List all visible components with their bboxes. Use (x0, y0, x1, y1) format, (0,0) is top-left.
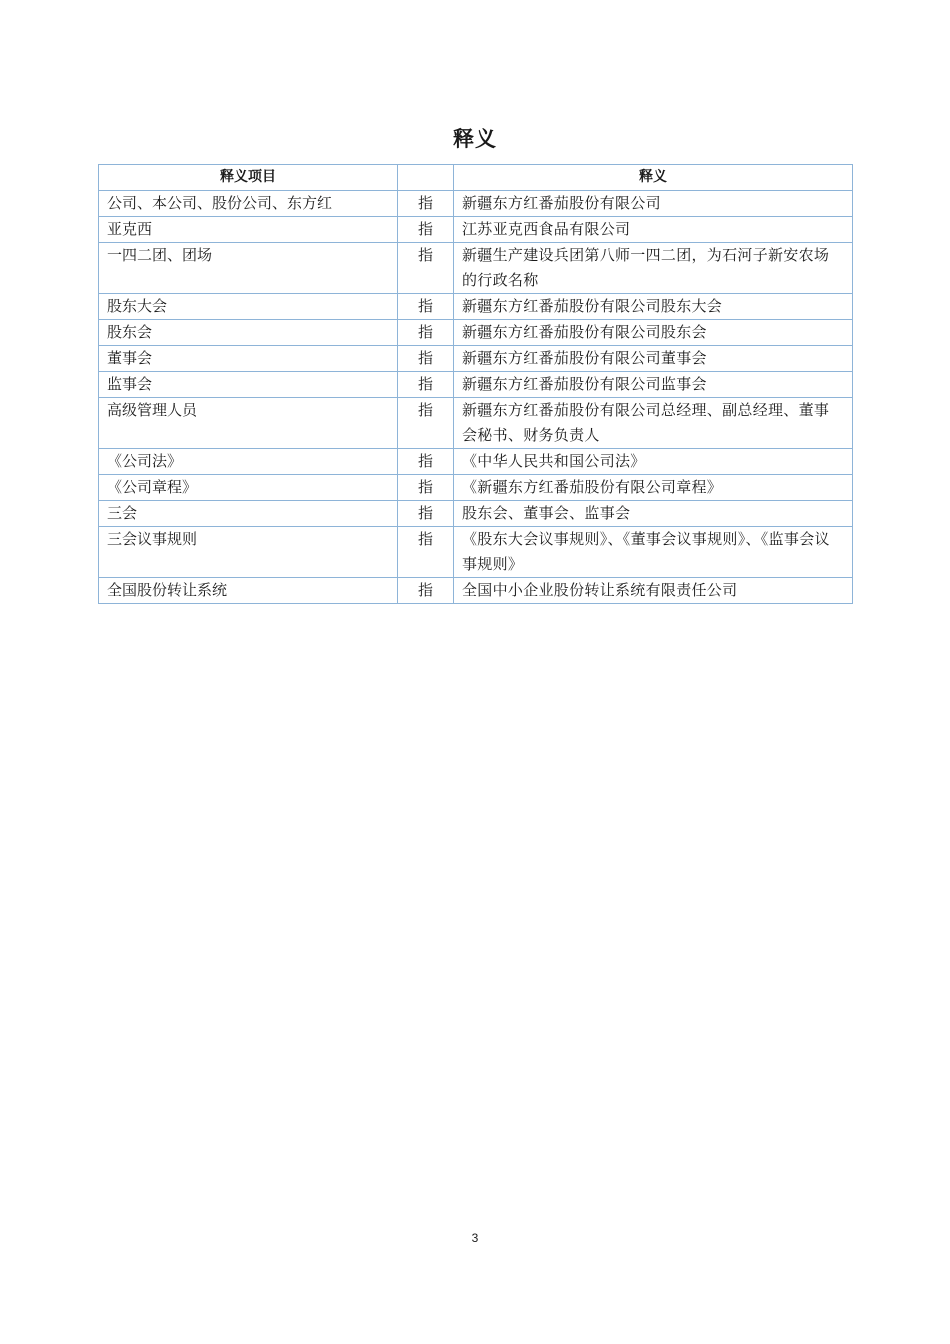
table-row (99, 398, 853, 449)
term-cell: 公司、本公司、股份公司、东方红 (99, 191, 398, 217)
definition-cell: 新疆东方红番茄股份有限公司股东大会 (454, 294, 853, 320)
term-cell: 股东大会 (99, 294, 398, 320)
definition-cell: 《新疆东方红番茄股份有限公司章程》 (454, 475, 853, 501)
term-cell: 《公司法》 (99, 449, 398, 475)
header-term: 释义项目 (99, 165, 398, 191)
definition-cell: 股东会、董事会、监事会 (454, 501, 853, 527)
ref-cell: 指 (398, 527, 454, 578)
ref-cell: 指 (398, 191, 454, 217)
definition-cell: 新疆东方红番茄股份有限公司董事会 (454, 346, 853, 372)
term-cell: 三会议事规则 (99, 527, 398, 578)
term-cell: 监事会 (99, 372, 398, 398)
definition-cell: 新疆东方红番茄股份有限公司监事会 (454, 372, 853, 398)
table-row (99, 346, 853, 372)
header-ref (398, 165, 454, 191)
ref-cell: 指 (398, 346, 454, 372)
definition-cell: 《中华人民共和国公司法》 (454, 449, 853, 475)
table-row (99, 449, 853, 475)
ref-cell: 指 (398, 475, 454, 501)
definition-cell: 《股东大会议事规则》、《董事会议事规则》、《监事会议事规则》 (454, 527, 853, 578)
term-cell: 亚克西 (99, 217, 398, 243)
ref-cell: 指 (398, 294, 454, 320)
table-row (99, 527, 853, 578)
ref-cell: 指 (398, 320, 454, 346)
table-row (99, 191, 853, 217)
definitions-table (98, 164, 853, 604)
definition-cell: 新疆生产建设兵团第八师一四二团，为石河子新安农场的行政名称 (454, 243, 853, 294)
ref-cell: 指 (398, 501, 454, 527)
table-row (99, 320, 853, 346)
ref-cell: 指 (398, 449, 454, 475)
table-row (99, 578, 853, 604)
table-row (99, 475, 853, 501)
definition-cell: 江苏亚克西食品有限公司 (454, 217, 853, 243)
ref-cell: 指 (398, 578, 454, 604)
ref-cell: 指 (398, 243, 454, 294)
table-row (99, 294, 853, 320)
ref-cell: 指 (398, 398, 454, 449)
term-cell: 三会 (99, 501, 398, 527)
term-cell: 一四二团、团场 (99, 243, 398, 294)
table-header-row (99, 165, 853, 191)
term-cell: 全国股份转让系统 (99, 578, 398, 604)
table-row (99, 501, 853, 527)
page-number: 3 (471, 1231, 479, 1245)
table-row (99, 243, 853, 294)
term-cell: 《公司章程》 (99, 475, 398, 501)
table-row (99, 372, 853, 398)
definition-cell: 新疆东方红番茄股份有限公司总经理、副总经理、董事会秘书、财务负责人 (454, 398, 853, 449)
page-title: 释义 (453, 127, 497, 151)
header-definition: 释义 (454, 165, 853, 191)
definition-cell: 新疆东方红番茄股份有限公司股东会 (454, 320, 853, 346)
ref-cell: 指 (398, 372, 454, 398)
ref-cell: 指 (398, 217, 454, 243)
term-cell: 股东会 (99, 320, 398, 346)
term-cell: 高级管理人员 (99, 398, 398, 449)
table-row (99, 217, 853, 243)
definition-cell: 新疆东方红番茄股份有限公司 (454, 191, 853, 217)
term-cell: 董事会 (99, 346, 398, 372)
definition-cell: 全国中小企业股份转让系统有限责任公司 (454, 578, 853, 604)
